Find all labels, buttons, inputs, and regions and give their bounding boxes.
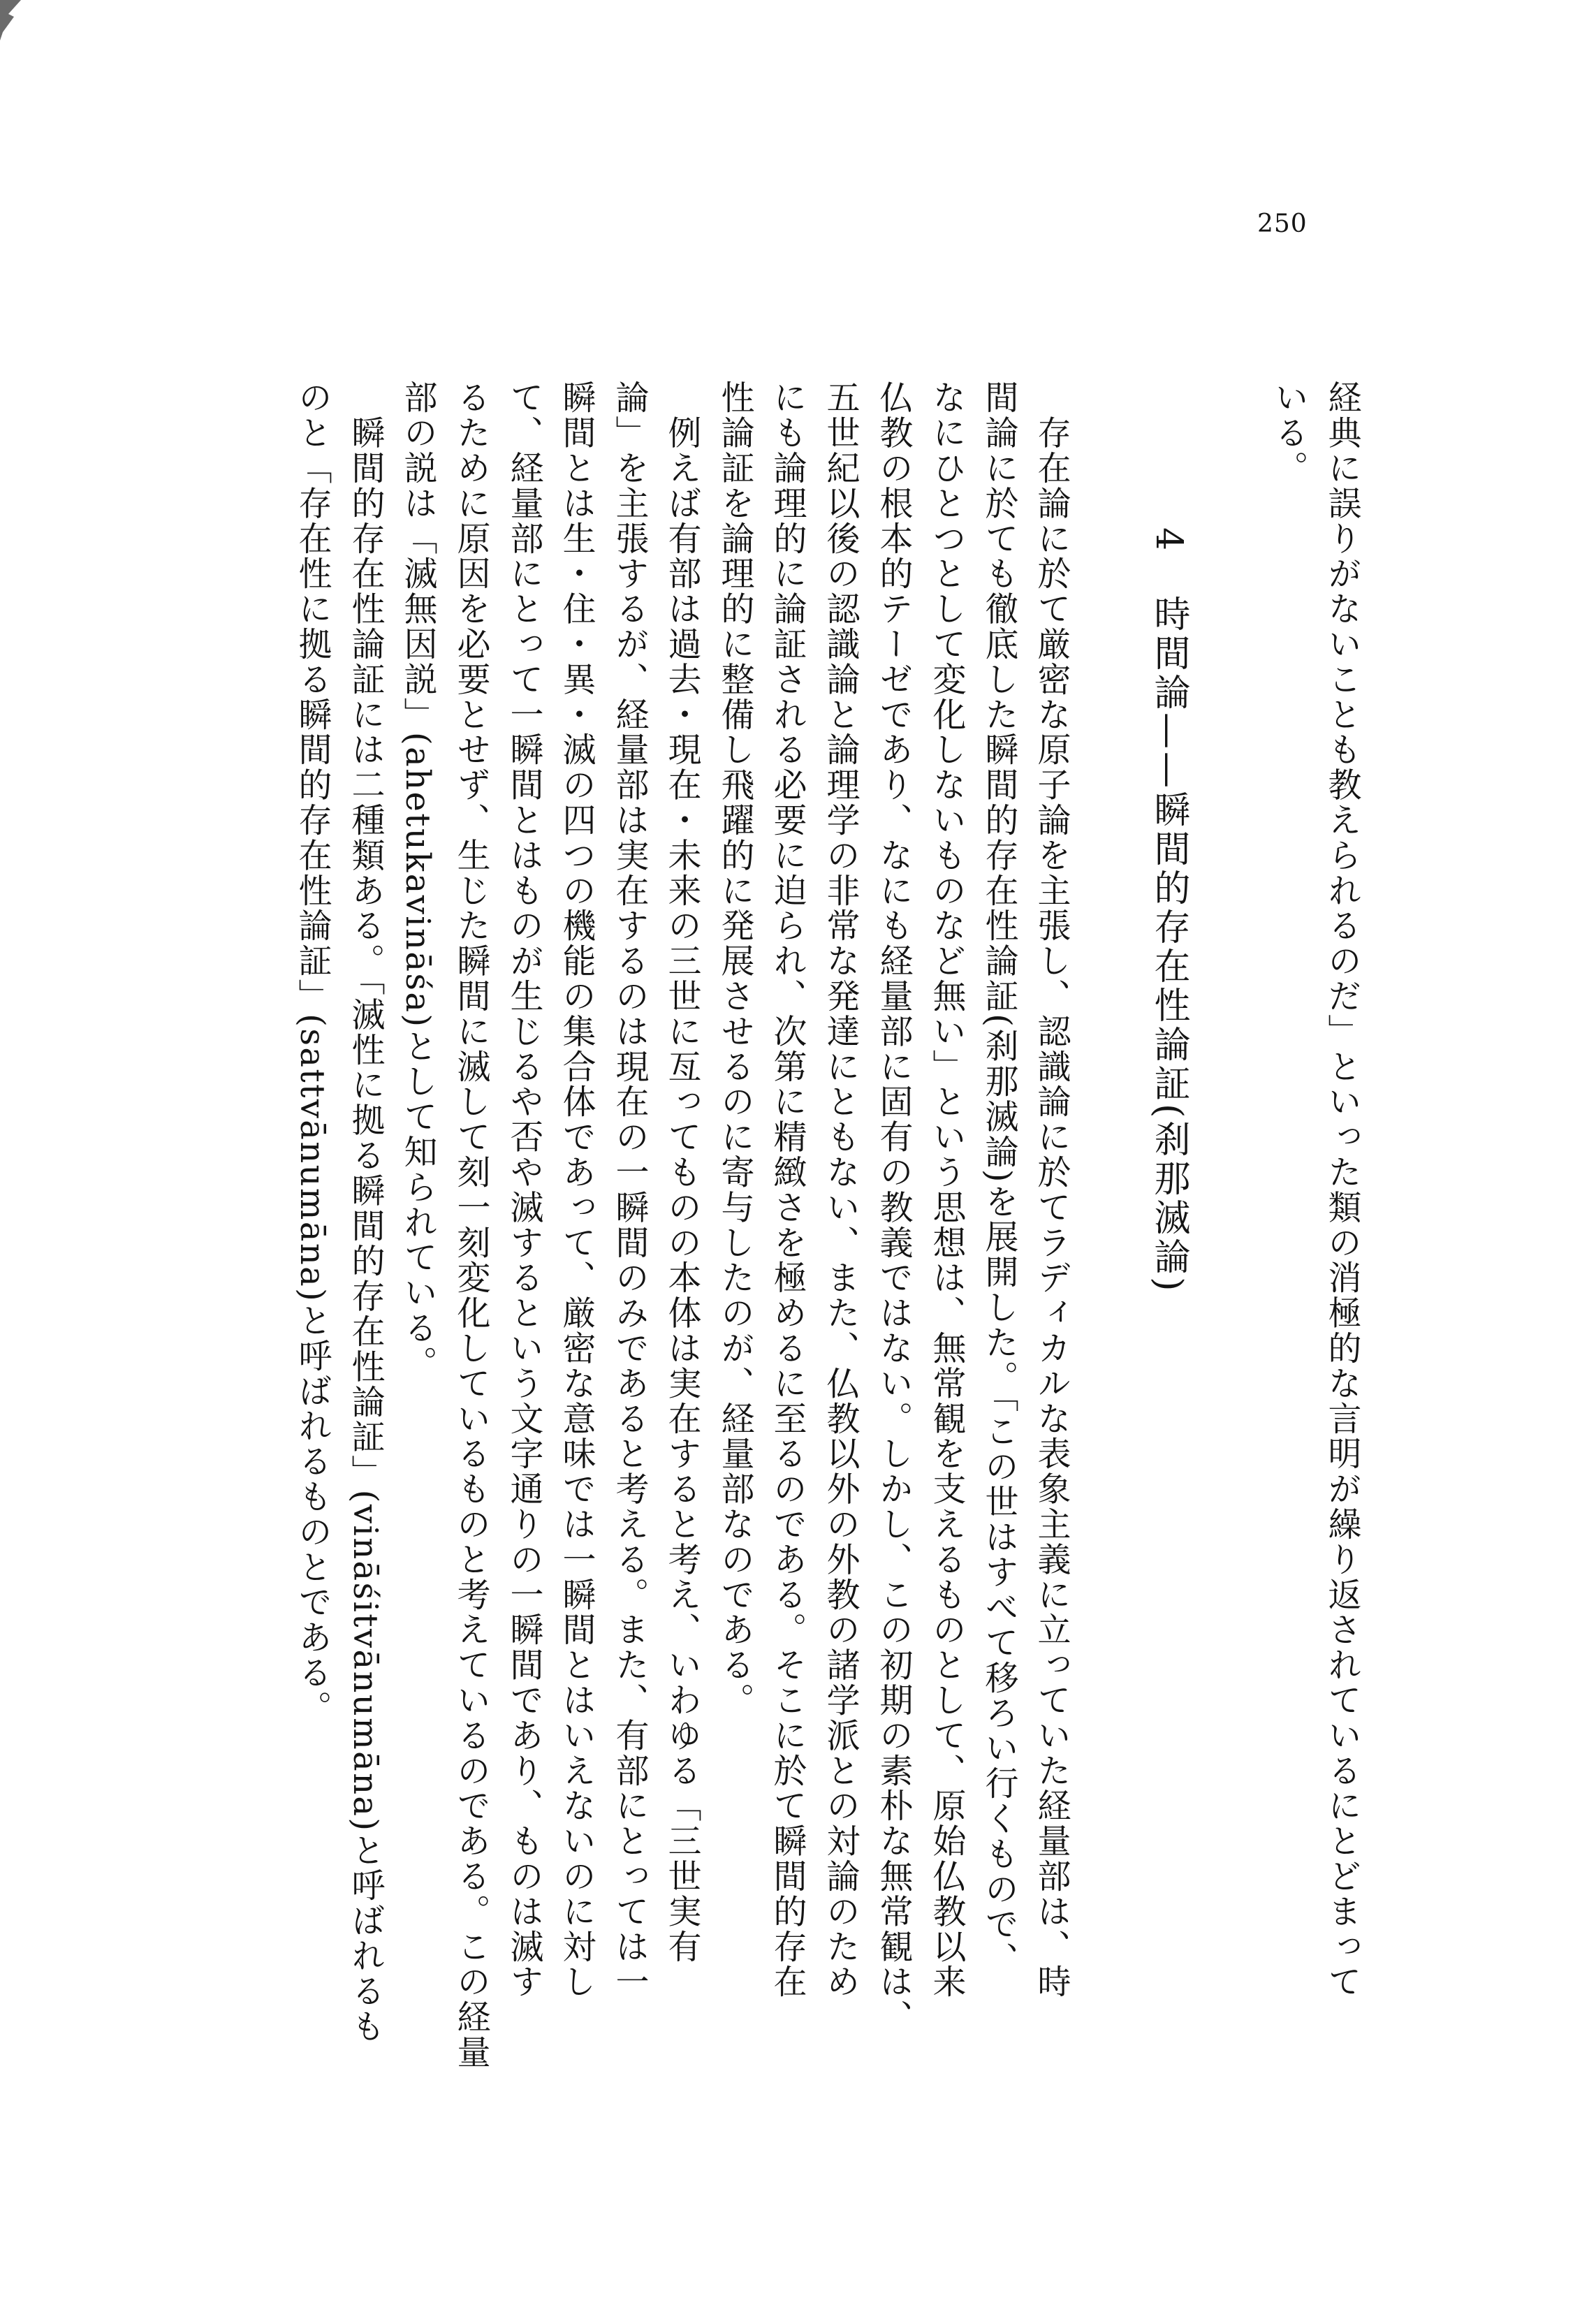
body-line-6: にも論理的に論証される必要に迫られ、次第に精緻さを極めるに至るのである。そこに於て瞬間的存在: [768, 380, 807, 2000]
intro-line-2: いる。: [1269, 380, 1308, 486]
body-line-14: 瞬間的存在性論証には二種類ある。「滅性に拠る瞬間的存在性論証」(vināśitvānumāna)と呼ばれるも: [346, 380, 385, 2044]
section-title: 時間論——瞬間的存在性論証(刹那滅論): [1148, 595, 1189, 1294]
body-line-4: 仏教の根本的テーゼであり、なにも経量部に固有の教義ではない。しかし、この初期の素朴な無常観は、: [874, 380, 913, 2035]
scan-edge-mark: [0, 0, 28, 42]
section-heading: [1144, 527, 1193, 1294]
body-line-10: 瞬間とは生・住・異・滅の四つの機能の集合体であって、厳密な意味では一瞬間とはいえないのに対し: [557, 380, 596, 2000]
body-line-12: るために原因を必要とせず、生じた瞬間に滅して刻一刻変化しているものと考えているのである。この経量: [451, 380, 490, 2070]
body-line-15: のと「存在性に拠る瞬間的存在性論証」(sattvānumāna)と呼ばれるものとである。: [293, 380, 332, 1726]
page-number: 250: [1257, 210, 1308, 238]
section-number: 4: [1148, 527, 1189, 554]
body-line-3: なにひとつとして変化しないものなど無い」という思想は、無常観を支えるものとして、原始仏教以来: [927, 380, 966, 2000]
body-line-8: 例えば有部は過去・現在・未来の三世に亙ってものの本体は実在すると考え、いわゆる「三世実有: [662, 380, 701, 1964]
body-line-5: 五世紀以後の認識論と論理学の非常な発達にともない、また、仏教以外の外教の諸学派との対論のため: [821, 380, 860, 2000]
intro-line-1: 経典に誤りがないことも教えられるのだ」といった類の消極的な言明が繰り返されているにとどまって: [1322, 380, 1361, 2000]
body-line-9: 論」を主張するが、経量部は実在するのは現在の一瞬間のみであると考える。また、有部にとっては一: [610, 380, 649, 2000]
body-line-2: 間論に於ても徹底した瞬間的存在性論証(刹那滅論)を展開した。「この世はすべて移ろい行くもので、: [979, 380, 1018, 1977]
body-line-7: 性論証を論理的に整備し飛躍的に発展させるのに寄与したのが、経量部なのである。: [715, 380, 754, 1718]
body-line-11: て、経量部にとって一瞬間とはものが生じるや否や滅するという文字通りの一瞬間であり、ものは滅す: [504, 380, 543, 2000]
body-line-1: 存在論に於て厳密な原子論を主張し、認識論に於てラディカルな表象主義に立っていた経量部は、時: [1032, 380, 1071, 2000]
body-line-13: 部の説は「滅無因説」(ahetukavināśa)として知られている。: [398, 380, 437, 1381]
